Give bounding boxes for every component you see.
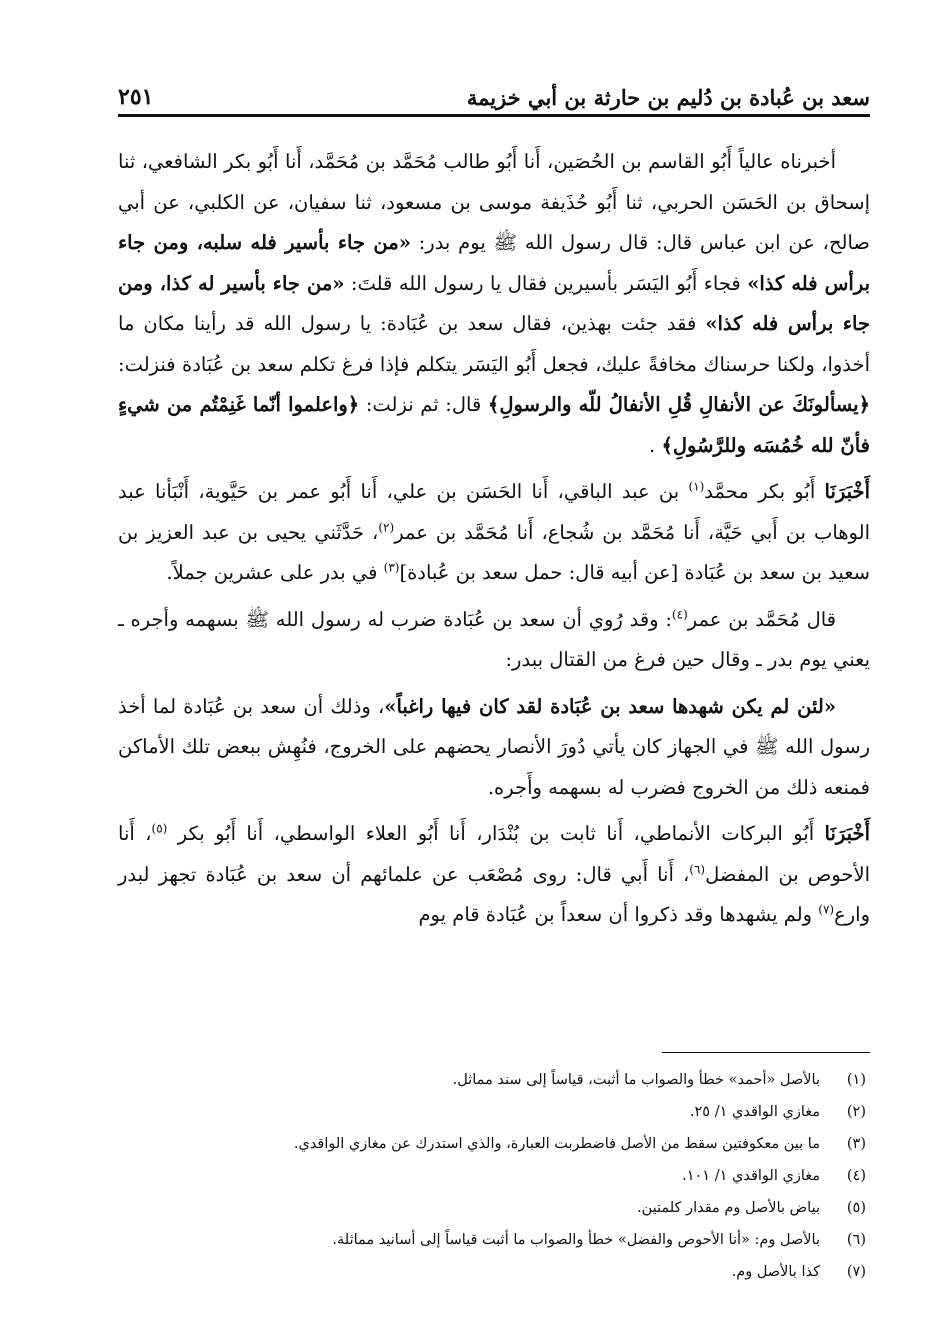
quran-verse-1: ﴿يسألونَكَ عن الأنفالِ قُلِ الأنفالُ للّه والرسولِ﴾ — [487, 393, 871, 416]
p2-text-d: ، حَدَّثَني يحيى بن عبد العزيز بن سعيد بن سعد بن عُبَادة [عن أبيه قال: حمل سعد بن عُبادة] — [118, 520, 870, 584]
footnote-3 — [118, 1128, 870, 1160]
p3-text-a: قال مُحَمَّد بن عمر — [687, 607, 836, 631]
footnote-ref-1: (١) — [688, 479, 705, 494]
footnote-ref-3: (٣) — [383, 560, 400, 575]
footnote-text: مغازي الواقدي ١/ ١٠١. — [682, 1168, 820, 1184]
footnote-ref-7: (٧) — [818, 902, 835, 917]
hadith-quote-2: «من جاء بأسير له كذا، ومن جاء برأس فله كذا» — [118, 271, 871, 335]
footnote-4 — [118, 1160, 870, 1192]
footnote-ref-4: (٤) — [671, 607, 688, 621]
footnote-number: (١) — [846, 1072, 866, 1088]
footnote-text: ما بين معكوفتين سقط من الأصل فاضطربت العبارة، والذي استدرك عن مغازي الواقدي. — [293, 1136, 820, 1152]
footnote-number: (٥) — [846, 1200, 866, 1216]
footnote-text: بالأصل وم: «أنا الأحوص والفضل» خطأ والصواب ما أثبت قياساً إلى أسانيد مماثلة. — [332, 1232, 820, 1248]
footnote-7 — [118, 1256, 870, 1288]
footnote-divider — [662, 1052, 870, 1053]
akhbarana-heading: أَخْبَرَنَا — [824, 480, 870, 503]
akhbarana-heading-2: أَخْبَرَنَا — [824, 822, 871, 845]
main-text — [118, 142, 870, 936]
footnotes — [118, 1064, 870, 1288]
paragraph-1 — [118, 142, 870, 466]
footnote-number: (٤) — [846, 1168, 866, 1184]
p2-text-b: أَبُو بكر محمَّد — [704, 480, 825, 503]
footnote-text: بالأصل «أحمد» خطأ والصواب ما أثبت، قياساً إلى سند مماثل. — [452, 1072, 820, 1088]
footnote-ref-5: (٥) — [151, 821, 168, 836]
p1-text-a: أخبرناه عالياً أَبُو القاسم بن الحُصَين، أَنا أَبُو طالب مُحَمَّد بن مُحَمَّد، أَنا أَبُو بكر الشافعي، ثنا إسحاق بن الحَسَن الحربي، ثنا أَبُو حُذَيفة موسى بن مسعود، ثنا سفيان، عن الكلبي، عن أبي صالح، عن ابن عباس قال: قال رسول الله ﷺ يوم بدر: — [118, 150, 870, 254]
paragraph-4 — [118, 687, 870, 809]
footnote-text: بياض بالأصل وم مقدار كلمتين. — [636, 1200, 820, 1216]
p5-text-c: ، أَنا الأحوص بن المفضل — [118, 822, 870, 886]
footnote-number: (٧) — [846, 1264, 866, 1280]
paragraph-2 — [118, 472, 870, 594]
p2-text-c: بن عبد الباقي، أَنا الحَسَن بن علي، أَنا أَبُو عمر بن حَيَّوية، أَنْبَأنا عبد الوهاب بن أَبي حَيَّة، أَنا مُحَمَّد بن شُجاع، أَنا مُحَمَّد بن عمر — [118, 480, 870, 544]
footnote-1 — [118, 1064, 870, 1096]
footnote-ref-2: (٢) — [378, 520, 395, 534]
footnote-number: (٢) — [846, 1104, 866, 1120]
p1-text-c: فجاء أَبُو اليَسَر بأسيرين فقال يا رسول الله قلتَ: — [344, 271, 748, 295]
footnote-number: (٦) — [846, 1232, 866, 1248]
p2-text-e: في بدر على عشرين جملاً. — [166, 561, 384, 584]
footnote-6 — [118, 1224, 870, 1256]
hadith-quote-3: «لئن لم يكن شهدها سعد بن عُبَادة لقد كان فيها راغباً» — [384, 694, 837, 718]
footnote-text: مغازي الواقدي ١/ ٢٥. — [689, 1104, 820, 1120]
p4-text-b: ، وذلك أن سعد بن عُبَادة لما أخذ رسول الله ﷺ في الجهاز كان يأتي دُورَ الأنصار يحضهم على الخروج، فنُهِش ببعض تلك الأماكن فمنعه ذلك من الخروج فضرب له بسهمه وأَجره. — [118, 694, 870, 799]
running-title: سعد بن عُبادة بن دُليم بن حارثة بن أبي خزيمة — [466, 85, 870, 110]
p5-text-d: ، أَنا أَبي قال: روى مُصْعَب عن علمائهم أن سعد بن عُبَادة تجهز لبدر وارع — [118, 862, 870, 926]
footnote-text: كذا بالأصل وم. — [731, 1264, 820, 1280]
footnote-number: (٣) — [846, 1136, 866, 1152]
paragraph-5 — [118, 814, 870, 936]
quran-verse-2: ﴿واعلموا أنّما غَنِمْتُم من شيءٍ فأنّ لله خُمُسَه وللرَّسُولِ﴾ — [118, 393, 870, 457]
p1-text-i: . — [649, 433, 662, 457]
page-number: ٢٥١ — [118, 84, 154, 110]
p1-text-g: قال: ثم نزلت: — [359, 393, 488, 416]
footnote-5 — [118, 1192, 870, 1224]
hadith-quote-1: «من جاء بأسير فله سلبه، ومن جاء برأس فله كذا» — [118, 231, 870, 295]
p5-text-b: أَبُو البركات الأنماطي، أَنا ثابت بن بُنْدَار، أَنا أَبُو العلاء الواسطي، أَنا أَبُو بكر — [167, 822, 825, 845]
p1-text-e: فقد جئت بهذين، فقال سعد بن عُبَادة: يا رسول الله قد رأينا مكان ما أخذوا، ولكنا حرسناك مخافةً عليك، فجعل أَبُو اليَسَر يتكلم فإذا فرغ تكلم سعد بن عُبَادة فنزلت: — [118, 312, 870, 376]
page-header — [118, 78, 870, 117]
footnote-2 — [118, 1096, 870, 1128]
p3-text-b: : وقد رُوي أن سعد بن عُبَادة ضرب له رسول الله ﷺ بسهمه وأجره ـ يعني يوم بدر ـ وقال حين فرغ من القتال ببدر: — [118, 607, 870, 671]
paragraph-3 — [118, 600, 870, 681]
p5-text-e: ولم يشهدها وقد ذكروا أن سعداً بن عُبَادة قام يوم — [418, 903, 819, 926]
footnote-ref-6: (٦) — [689, 862, 706, 876]
